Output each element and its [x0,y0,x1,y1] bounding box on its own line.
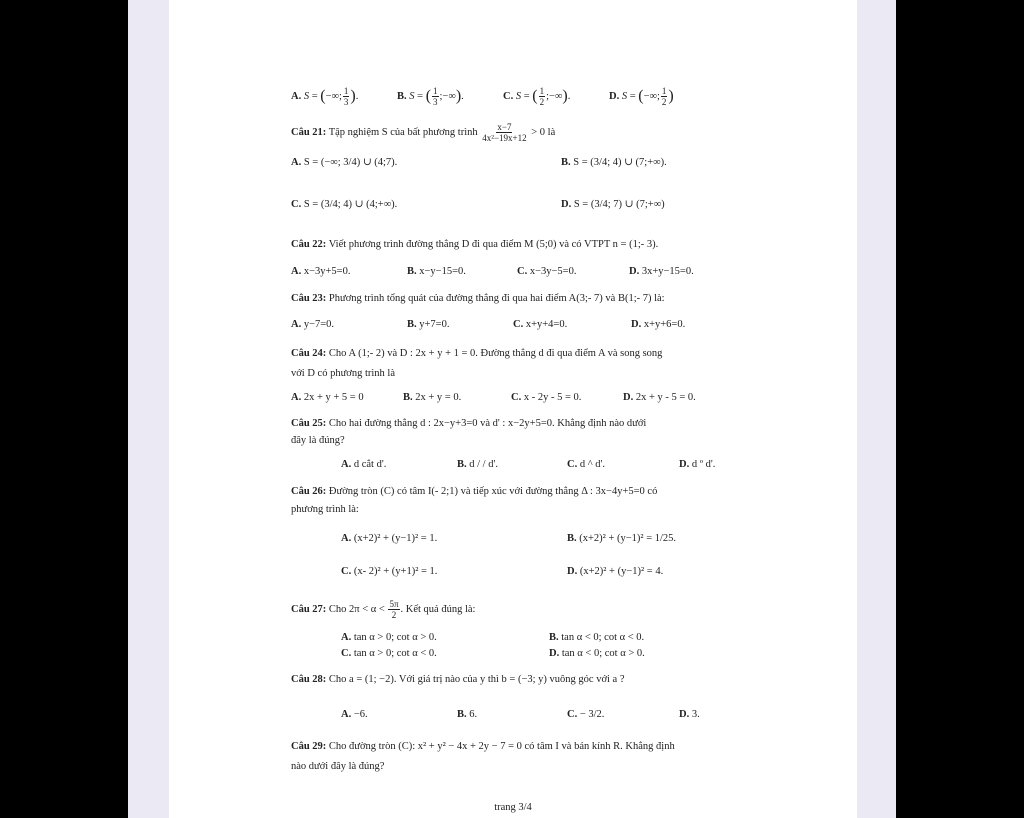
q28-option-b: B. 6. [457,709,478,720]
question-26: Câu 26: Đường tròn (C) có tâm I(- 2;1) và tiếp xúc với đường thẳng Δ : 3x−4y+5=0 có [291,486,658,497]
q27-option-a: A. tan α > 0; cot α > 0. [341,632,437,643]
question-29-cont: nào dưới đây là đúng? [291,761,385,772]
q25-option-c: C. d ^ d'. [567,459,606,470]
q27-option-c: C. tan α > 0; cot α < 0. [341,648,437,659]
q24-option-b: B. 2x + y = 0. [403,392,462,403]
q26-option-b: B. (x+2)² + (y−1)² = 1/25. [567,533,677,544]
q22-option-a: A. x−3y+5=0. [291,266,351,277]
q22-option-b: B. x−y−15=0. [407,266,466,277]
question-22: Câu 22: Viết phương trình đường thẳng D đi qua điểm M (5;0) và có VTPT n = (1;- 3). [291,239,659,250]
question-27: Câu 27: Cho 2π < α < $\frac{5\pi}{2}$ . Kết quả đúng là: [291,599,476,620]
q27-option-d: D. tan α < 0; cot α > 0. [549,648,645,659]
question-25-cont: đây là đúng? [291,435,345,446]
question-24-cont: với D có phương trình là [291,368,395,379]
q22-option-c: C. x−3y−5=0. [517,266,577,277]
q28-option-d: D. 3. [679,709,700,720]
question-29: Câu 29: Cho đường tròn (C): x² + y² − 4x + 2y − 7 = 0 có tâm I và bán kính R. Khẳng định [291,741,675,752]
q27-option-b: B. tan α < 0; cot α < 0. [549,632,645,643]
q23-option-b: B. y+7=0. [407,319,450,330]
question-25: Câu 25: Cho hai đường thẳng d : 2x−y+3=0 và d' : x−2y+5=0. Khẳng định nào dưới [291,418,647,429]
question-26-cont: phương trình là: [291,504,359,515]
question-23: Câu 23: Phương trình tổng quát của đường thẳng đi qua hai điểm A(3;- 7) và B(1;- 7) là: [291,293,665,304]
q22-option-d: D. 3x+y−15=0. [629,266,694,277]
q28-option-a: A. −6. [341,709,368,720]
question-28: Câu 28: Cho a = (1; −2). Với giá trị nào của y thì b = (−3; y) vuông góc với a ? [291,674,625,685]
q24-option-d: D. 2x + y - 5 = 0. [623,392,696,403]
q21-option-b: B. S = (3/4; 4) ∪ (7;+∞). [561,157,667,168]
q25-option-d: D. d º d'. [679,459,716,470]
page-number: trang 3/4 [494,802,532,813]
q21-option-d: D. S = (3/4; 7) ∪ (7;+∞) [561,199,665,210]
q23-option-c: C. x+y+4=0. [513,319,568,330]
question-24: Câu 24: Cho A (1;- 2) và D : 2x + y + 1 = 0. Đường thẳng d đi qua điểm A và song song [291,348,663,359]
q26-option-c: C. (x- 2)² + (y+1)² = 1. [341,566,438,577]
q26-option-d: D. (x+2)² + (y−1)² = 4. [567,566,664,577]
q24-option-a: A. 2x + y + 5 = 0 [291,392,364,403]
q21-option-a: A. S = (−∞; 3/4) ∪ (4;7). [291,157,398,168]
question-21: Câu 21: Tập nghiệm S của bất phương trình $\frac{x-7}{\text{4x²−19x+12}}$ > 0 là [291,122,556,143]
q21-option-c: C. S = (3/4; 4) ∪ (4;+∞). [291,199,398,210]
q23-option-d: D. x+y+6=0. [631,319,686,330]
q25-option-a: A. d cắt d'. [341,459,387,470]
q24-option-c: C. x - 2y - 5 = 0. [511,392,582,403]
q25-option-b: B. d / / d'. [457,459,498,470]
q28-option-c: C. − 3/2. [567,709,605,720]
document-page: A. S = (−∞; $\frac{1}{3}$ ). B. S = ( $\frac{1}{3}$ ;−∞). C. S = ( $\frac{1}{2}$ ;−∞). D. S = (−∞; $\frac{1}{2}$ ) Câu 21: Tập nghiệm S của bất phương trình $\frac{x-7}{\text{4x²−19x+12}}$ > 0 là A. S = (−∞; 3/4) ∪ (4;7). B. S = (3/4; 4) ∪ (7;+∞). C. S = (3/4; 4) ∪ (4;+∞). D. S = (3/4; 7) ∪ (7;+∞) Câu 22: Viết phương trình đường thẳng D đi qua điểm M (5;0) và có VTPT n = (1;- 3). A. x−3y+5=0. B. x−y−15=0. C. x−3y−5=0. D. 3x+y−15=0. Câu 23: Phương trình tổng quát của đường thẳng đi qua hai điểm A(3;- 7) và B(1;- 7) là: A. y−7=0. B. y+7=0. C. x+y+4=0. D. x+y+6=0. Câu 24: Cho A (1;- 2) và D : 2x + y + 1 = 0. Đường thẳng d đi qua điểm A và song song với D có phương trình là A. 2x + y + 5 = 0 B. 2x + y = 0. C. x - 2y - 5 = 0. D. 2x + y - 5 = 0. Câu 25: Cho hai đường thẳng d : 2x−y+3=0 và d' : x−2y+5=0. Khẳng định nào dưới đây là đúng? A. d cắt d'. B. d / / d'. C. d ^ d'. D. d º d'. Câu 26: Đường tròn (C) có tâm I(- 2;1) và tiếp xúc với đường thẳng Δ : 3x−4y+5=0 có phương trình là: A. (x+2)² + (y−1)² = 1. B. (x+2)² + (y−1)² = 1/25. C. (x- 2)² + (y+1)² = 1. D. (x+2)² + (y−1)² = 4. Câu 27: Cho 2π < α < $\frac{5\pi}{2}$ . Kết quả đúng là: A. tan α > 0; cot α > 0. B. tan α < 0; cot α < 0. C. tan α > 0; cot α < 0. D. tan α < 0; cot α > 0. Câu 28: Cho a = (1; −2). Với giá trị nào của y thì b = (−3; y) vuông góc với a ? A. −6. B. 6. C. − 3/2. D. 3. Câu 29: Cho đường tròn (C): x² + y² − 4x + 2y − 7 = 0 có tâm I và bán kính R. Khẳng định nào dưới đây là đúng? trang 3/4 [169,0,857,818]
q26-option-a: A. (x+2)² + (y−1)² = 1. [341,533,438,544]
q23-option-a: A. y−7=0. [291,319,335,330]
